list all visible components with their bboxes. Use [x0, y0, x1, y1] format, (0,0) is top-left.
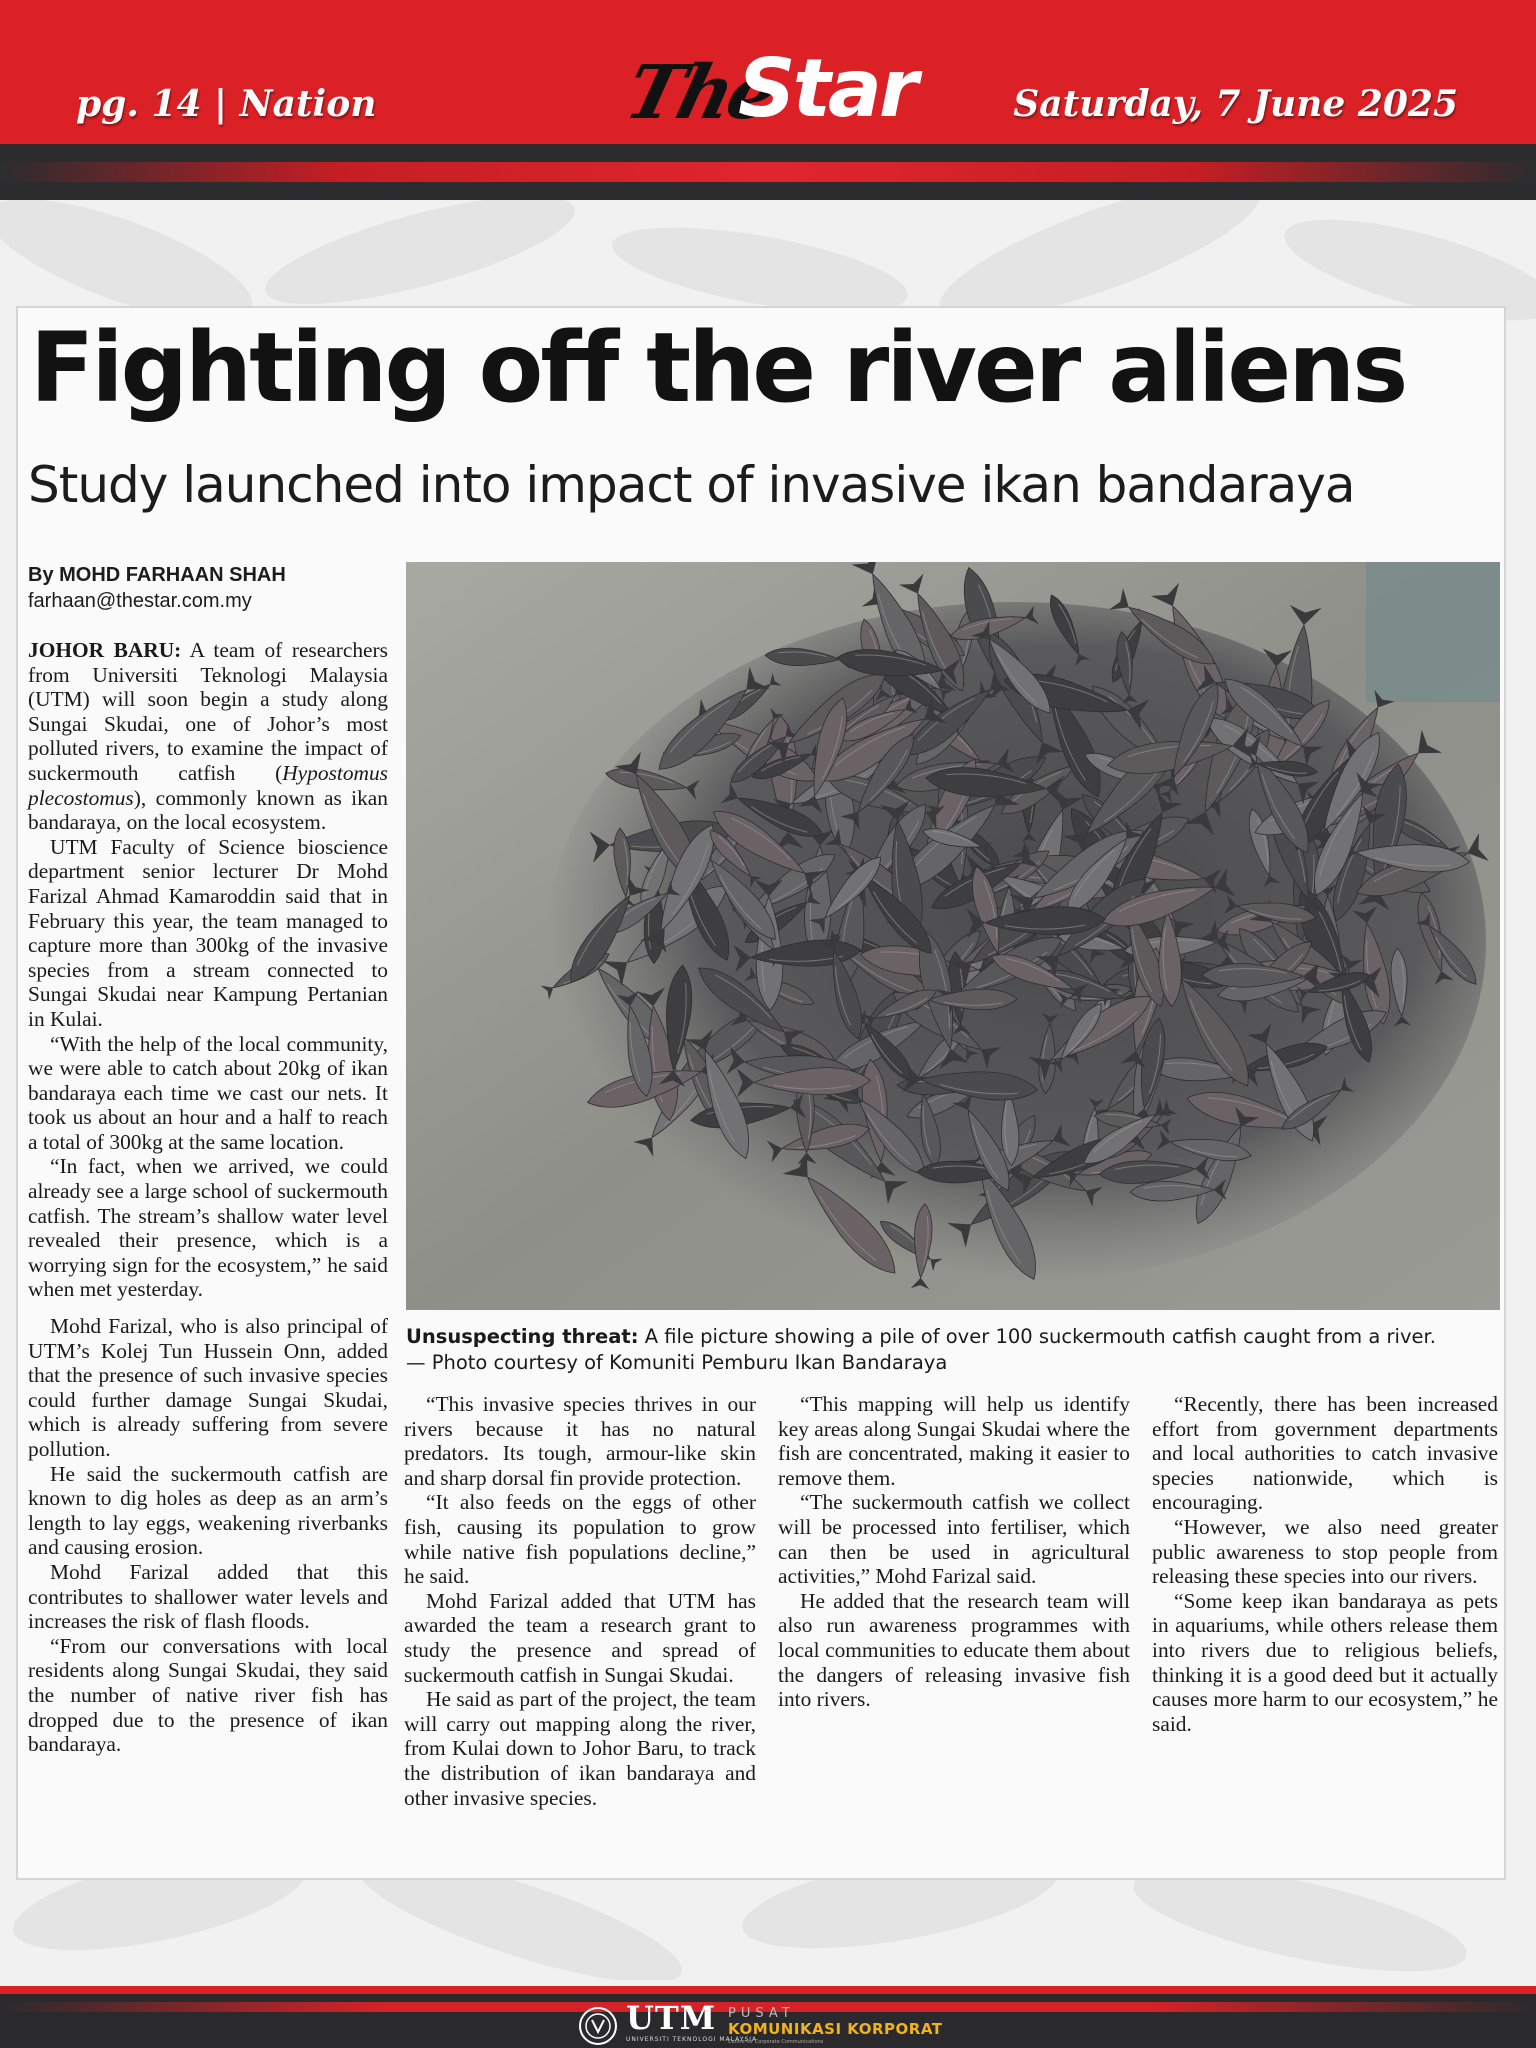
species-name: Hypostomus plecostomus: [28, 760, 388, 810]
masthead-banner: [0, 0, 1536, 200]
paragraph: “This mapping will help us identify key areas along Sungai Skudai where the fish are concentrated, making it easier to remove them.: [778, 1392, 1130, 1490]
photo-caption: [406, 1324, 1500, 1376]
caption-lead: Unsuspecting threat:: [406, 1325, 639, 1348]
article-column-1-top: [28, 638, 388, 1302]
issue-date: Saturday, 7 June 2025: [1013, 83, 1458, 125]
paragraph: “From our conversations with local residents along Sungai Skudai, they said the number of native river fish has dropped due to the presence of ikan bandaraya.: [28, 1633, 388, 1757]
the-star-logo: [617, 42, 920, 154]
utm-logo-text: UTM: [626, 1999, 717, 2037]
dateline: JOHOR BARU:: [28, 638, 182, 662]
paragraph: “In fact, when we arrived, we could already see a large school of suckermouth catfish. The stream’s shallow water level revealed their presence, which is a worrying sign for the ecosystem,” he said when met yesterday.: [28, 1154, 388, 1302]
paragraph: He said the suckermouth catfish are known to dig holes as deep as an arm’s length to lay eggs, weakening riverbanks and causing erosion.: [28, 1461, 388, 1560]
masthead-divider: [0, 162, 1536, 182]
paragraph: JOHOR BARU: A team of researchers from Universiti Teknologi Malaysia (UTM) will soon begin a study along Sungai Skudai, one of Johor’s most polluted rivers, to examine the impact of suckermouth catfish (Hypostomus plecostomus), commonly known as ikan bandaraya, on the local ecosystem.: [28, 638, 388, 835]
utm-crest-icon: [578, 2006, 618, 2046]
page-section-label: pg. 14 | Nation: [76, 83, 377, 125]
footer-tagline: Centre for Corporate Communications: [728, 2039, 824, 2045]
subheadline: Study launched into impact of invasive ikan bandaraya: [28, 456, 1355, 514]
headline: Fighting off the river aliens: [30, 312, 1406, 424]
author-email: farhaan@thestar.com.my: [28, 590, 252, 612]
paragraph: Mohd Farizal added that UTM has awarded the team a research grant to study the presence and spread of suckermouth catfish in Sungai Skudai.: [404, 1588, 756, 1687]
paragraph: “It also feeds on the eggs of other fish, causing its population to grow while native fish populations decline,” he said.: [404, 1490, 756, 1589]
utm-full-name: UNIVERSITI TEKNOLOGI MALAYSIA: [626, 2036, 758, 2043]
logo-star-text: Star: [738, 42, 916, 135]
paragraph: “With the help of the local community, we were able to catch about 20kg of ikan bandaraya each time we cast our nets. It took us about an hour and a half to reach a total of 300kg at the same location.: [28, 1031, 388, 1154]
masthead-divider: [0, 182, 1536, 200]
article-column-4: [1152, 1392, 1498, 1736]
article-column-1-bottom: [28, 1314, 388, 1757]
paragraph: “This invasive species thrives in our rivers because it has no natural predators. Its tough, armour-like skin and sharp dorsal fin provide protection.: [404, 1392, 756, 1490]
article-column-2: [404, 1392, 756, 1810]
logo-the-text: The: [617, 50, 783, 136]
paragraph: “However, we also need greater public awareness to stop people from releasing these species into our rivers.: [1152, 1514, 1498, 1589]
paragraph: He added that the research team will also run awareness programmes with local communities to educate them about the dangers of releasing invasive fish into rivers.: [778, 1588, 1130, 1712]
pusat-label: PUSAT: [728, 2006, 795, 2021]
paragraph: “Some keep ikan bandaraya as pets in aquariums, while others release them into rivers due to religious beliefs, thinking it is a good deed but it actually causes more harm to our ecosystem,” he said.: [1152, 1588, 1498, 1736]
article-panel: [16, 306, 1506, 1880]
paragraph: Mohd Farizal added that this contributes to shallower water levels and increases the risk of flash floods.: [28, 1559, 388, 1634]
catfish-photo: [406, 562, 1500, 1310]
paragraph: “The suckermouth catfish we collect will be processed into fertiliser, which can then be used in agricultural activities,” Mohd Farizal said.: [778, 1490, 1130, 1589]
caption-text: A file picture showing a pile of over 100 suckermouth catfish caught from a river.: [638, 1325, 1436, 1348]
paragraph: Mohd Farizal, who is also principal of UTM’s Kolej Tun Hussein Onn, added that the presence of such invasive species could further damage Sungai Skudai, which is already suffering from severe pollution.: [28, 1314, 388, 1461]
footer-divider: [0, 1986, 1536, 1994]
byline: [28, 562, 388, 614]
author-name: By MOHD FARHAAN SHAH: [28, 564, 286, 586]
paragraph: UTM Faculty of Science bioscience department senior lecturer Dr Mohd Farizal Ahmad Kamaroddin said that in February this year, the team managed to capture more than 300kg of the invasive species from a stream connected to Sungai Skudai near Kampung Pertanian in Kulai.: [28, 834, 388, 1031]
footer-banner: [0, 1986, 1536, 2048]
article-column-3: [778, 1392, 1130, 1712]
komunikasi-korporat-label: KOMUNIKASI KORPORAT: [728, 2020, 943, 2038]
catfish-pile-illustration: [406, 562, 1500, 1310]
paragraph: He said as part of the project, the team will carry out mapping along the river, from Kulai down to Johor Baru, to track the distribution of ikan bandaraya and other invasive species.: [404, 1687, 756, 1810]
paragraph: “Recently, there has been increased effort from government departments and local authorities to catch invasive species nationwide, which is encouraging.: [1152, 1392, 1498, 1515]
photo-credit: — Photo courtesy of Komuniti Pemburu Ikan Bandaraya: [406, 1351, 948, 1374]
